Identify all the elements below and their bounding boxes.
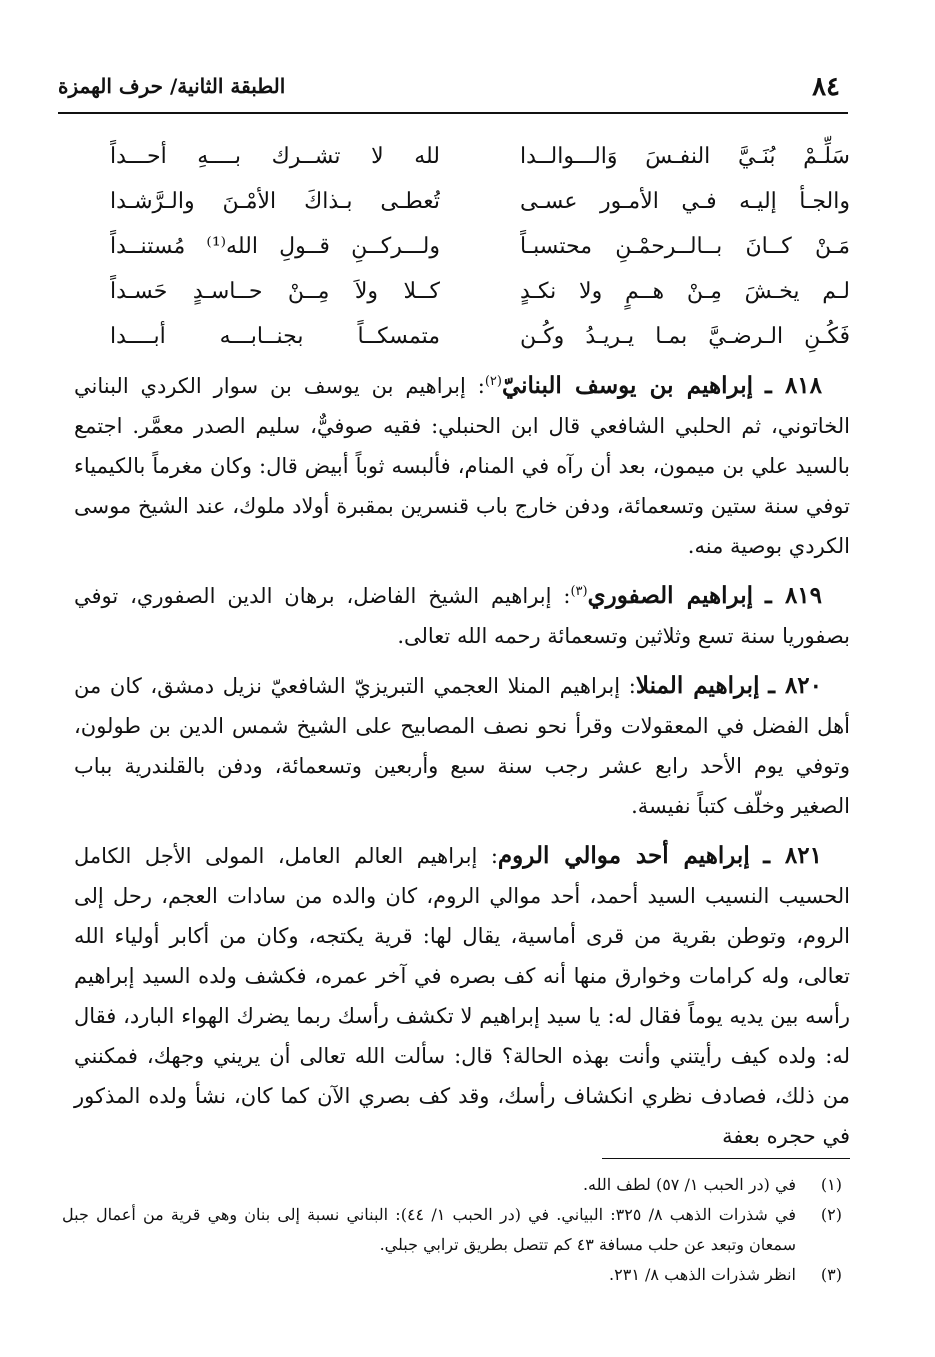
- biography-entry-820: [74, 666, 850, 826]
- verse-second-hemistich: متمسكــاً بجنــابـــه أبــــدا: [110, 324, 440, 349]
- entry-name: إبراهيم أحد موالي الروم: [497, 842, 750, 869]
- poem-verse: [110, 314, 850, 359]
- entry-name: إبراهيم المنلا: [635, 672, 760, 699]
- main-text: [74, 366, 850, 1166]
- footnotes: [62, 1170, 842, 1290]
- footnote-ref[interactable]: (٣): [570, 584, 588, 599]
- verse-first-hemistich: فَكُـنِ الـرضـيَّ بمـا يـريـدُ وكُـن: [520, 324, 850, 349]
- biography-entry-821: [74, 836, 850, 1156]
- footnote-number: (٢): [820, 1205, 842, 1224]
- entry-text: : إبراهيم بن يوسف بن سوار الكردي البناني الخاتوني، ثم الحلبي الشافعي قال ابن الحنبلي: فقيه صوفيٌّ، سليم الصدر معمَّر. اجتمع بالسيد علي بن ميمون، بعد أن رآه في المنام، فألبسه ثوباً أبيض قال: وكان مغرماً بالكيمياء توفي سنة ستين وتسعمائة، ودفن خارج باب قنسرين بمقبرة أولاد ملوك، عند الشيخ موسى الكردي بوصية منه.: [74, 374, 850, 558]
- footnote-item: [62, 1260, 842, 1290]
- entry-number: ٨١٨ ـ: [764, 372, 822, 399]
- verse-first-hemistich: مَـنْ كــانَ بــالــرحمْـنِ محتسبـاً: [520, 234, 850, 259]
- entry-text: : إبراهيم المنلا العجمي التبريزيّ الشافعيّ نزيل دمشق، كان من أهل الفضل في المعقولات وقرأ نحو نصف المصابيح على الشيخ شمس الدين بن طولون، وتوفي يوم الأحد رابع عشر رجب سنة سبع وأربعين وتسعمائة، ودفن بالقلندرية بباب الصغير وخلّف كتباً نفيسة.: [74, 674, 850, 818]
- header-rule: [58, 112, 848, 114]
- verse-first-hemistich: لـم يخـشَ مِـنْ هــمٍ ولا نكـدٍ: [520, 279, 850, 304]
- footnote-text: في (در الحبب ١/ ٥٧) لطف الله.: [582, 1175, 796, 1194]
- page-header: [58, 70, 848, 114]
- verse-first-hemistich: سَلِّـمْ بُنَـيَّ النفـسَ وَالـــوالــدا: [520, 144, 850, 169]
- footnote-item: [62, 1170, 842, 1200]
- page-number: ٨٤: [812, 72, 840, 102]
- footnote-text: في شذرات الذهب ٨/ ٣٢٥: البياني. في (در الحبب ١/ ٤٤): البناني نسبة إلى بنان وهي قرية من أعمال جبل سمعان وتبعد عن حلب مسافة ٤٣ كم تتصل بطريق ترابي جبلي.: [62, 1205, 796, 1254]
- biography-entry-819: [74, 576, 850, 656]
- verse-second-hemistich: ولـــركــنِ قــولِ الله⁽¹⁾ مُستنــداً: [110, 234, 440, 259]
- verse-second-hemistich: تُعطـى بـذاكَ الأمْـنَ والـرَّشـدا: [110, 189, 440, 214]
- entry-text: : إبراهيم العالم العامل، المولى الأجل الكامل الحسيب النسيب السيد أحمد، أحد موالي الروم، كان والده من سادات العجم، رحل إلى الروم، وتوطن بقرية من قرى أماسية، يقال لها: قرية يكتجه، وكان من أكابر أولياء الله تعالى، وله كرامات وخوارق منها أنه كف بصره في آخر عمره، فكشف ولده السيد إبراهيم رأسه بين يديه يوماً فقال له: يا سيد إبراهيم لا تكشف رأسك ربما يضرك الهواء البارد، فقال له: ولده كيف رأيتني وأنت بهذه الحالة؟ قال: سألت الله تعالى أن يريني وجهك، فمكنني من ذلك، فصادف نظري انكشاف رأسك، وقد كف بصري الآن كما كان، نشأ ولده المذكور في حجره بعفة: [74, 844, 850, 1148]
- verse-second-hemistich: لله لا تشــرك بــــهِ أحـــداً: [110, 144, 440, 169]
- entry-name: إبراهيم بن يوسف البنانيّ: [501, 372, 754, 399]
- footnote-number: (٣): [820, 1265, 842, 1284]
- verse-second-hemistich: كــلا ولاَ مِــنْ حــاسـدٍ حَسـداً: [110, 279, 440, 304]
- footnote-number: (١): [820, 1175, 842, 1194]
- entry-text: : إبراهيم الشيخ الفاضل، برهان الدين الصفوري، توفي بصفوريا سنة تسع وثلاثين وتسعمائة رحمه الله تعالى.: [74, 584, 850, 648]
- poem-verse: [110, 224, 850, 269]
- entry-number: ٨٢٠ ـ: [768, 672, 823, 699]
- footnote-rule: [602, 1158, 850, 1159]
- footnote-item: [62, 1200, 842, 1260]
- biography-entry-818: [74, 366, 850, 566]
- verse-first-hemistich: والجـأ إليـه فـي الأمـور عسـى: [520, 189, 850, 214]
- poem: [110, 134, 850, 359]
- entry-name: إبراهيم الصفوري: [587, 582, 754, 609]
- entry-number: ٨١٩ ـ: [764, 582, 822, 609]
- footnote-text: انظر شذرات الذهب ٨/ ٢٣١.: [609, 1265, 796, 1284]
- poem-verse: [110, 179, 850, 224]
- poem-verse: [110, 134, 850, 179]
- running-title: الطبقة الثانية/ حرف الهمزة: [58, 74, 286, 98]
- poem-verse: [110, 269, 850, 314]
- entry-number: ٨٢١ ـ: [763, 842, 822, 869]
- footnote-ref[interactable]: (٢): [484, 374, 502, 389]
